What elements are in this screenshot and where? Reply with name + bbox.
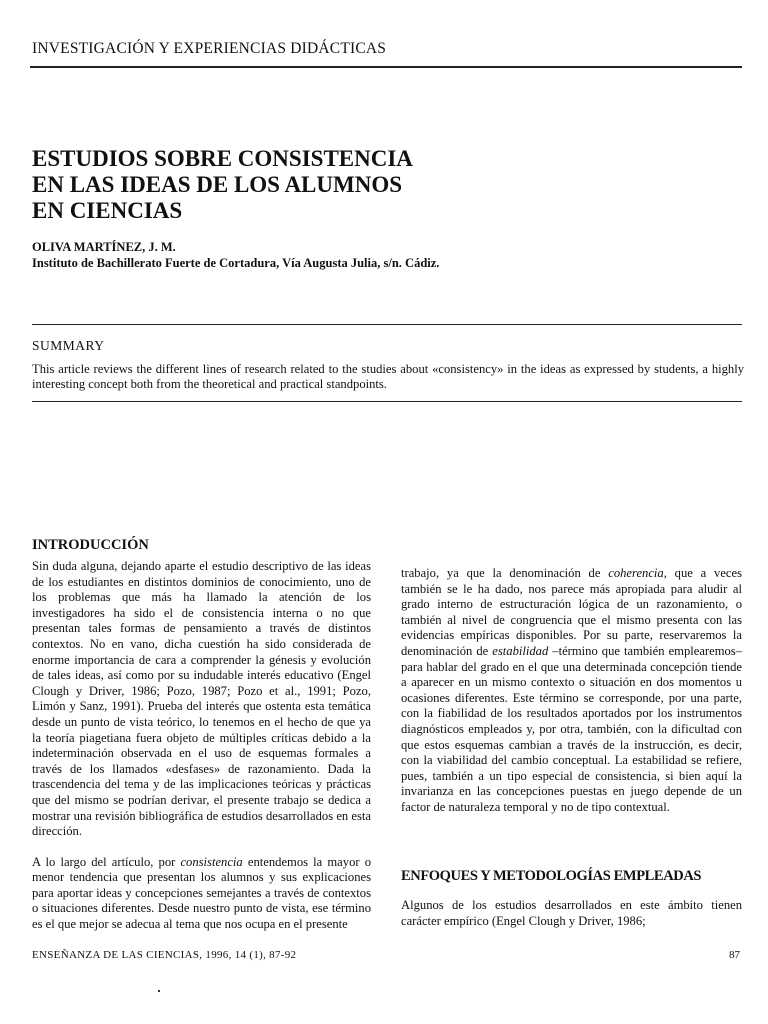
scan-speck <box>158 990 160 992</box>
right-paragraph-1 <box>401 566 742 816</box>
summary-top-rule <box>32 324 742 325</box>
intro-paragraph-1: Sin duda alguna, dejando aparte el estudio descriptivo de las ideas de los estudiantes en distintos dominios de conocimiento, uno de los problemas que más ha llamado la atención de los investigadores ha sido el de consistencia interna o no que presentan tales formas de pensamiento a través de distintos contextos. No en vano, dicha cuestión ha sido considerada de enorme importancia de cara a comprender la génesis y evolución de tales ideas, así como por su indudable interés educativo (Engel Clough y Driver, 1986; Pozo, 1987; Pozo et al., 1991; Pozo, Limón y Sanz, 1991). Prueba del interés que ostenta esta temática desde un punto de vista teórico, lo tenemos en el hecho de que ya la teoría piagetiana fuera objeto de múltiples críticas debido a la indeterminación observada en el uso de esquemas formales a través de los llamados «desfases» de razonamiento. Dada la trascendencia del tema y de las implicaciones teóricas y prácticas que del mismo se podrían derivar, el presente trabajo se dedica a mostrar una revisión bibliográfica de estudios desarrollados en esta dirección. <box>32 559 371 839</box>
right-p1-middle: , que a veces también se le ha dado, nos parece más apropiada para aludir al grado interno de estructuración lógica de un razonamiento, o también al nivel de congruencia que el mismo presenta con las evidencias empíricas disponibles. Por su parte, reservaremos la denominación de <box>401 566 742 658</box>
left-column <box>32 559 371 933</box>
summary-bottom-rule <box>32 401 742 402</box>
summary-label: SUMMARY <box>32 338 105 353</box>
author-affiliation: Instituto de Bachillerato Fuerte de Cortadura, Vía Augusta Julia, s/n. Cádiz. <box>32 256 440 270</box>
footer-journal: ENSEÑANZA DE LAS CIENCIAS, 1996, 14 (1), 87-92 <box>32 949 297 961</box>
author-block <box>32 239 439 271</box>
right-column <box>401 566 742 816</box>
intro-paragraph-2 <box>32 855 371 933</box>
term-estabilidad: estabilidad <box>492 643 549 658</box>
section-heading-enfoques: ENFOQUES Y METODOLOGÍAS EMPLEADAS <box>401 868 702 884</box>
section-heading-introduccion: INTRODUCCIÓN <box>32 537 149 553</box>
intro-p2-start: A lo largo del artículo, por <box>32 854 181 869</box>
right-column-continued <box>401 898 742 929</box>
title-line-2: EN LAS IDEAS DE LOS ALUMNOS <box>32 172 403 197</box>
right-p1-start: trabajo, ya que la denominación de <box>401 566 609 580</box>
term-consistencia: consistencia <box>180 854 243 869</box>
running-head: INVESTIGACIÓN Y EXPERIENCIAS DIDÁCTICAS <box>32 40 387 57</box>
author-name: OLIVA MARTÍNEZ, J. M. <box>32 240 176 254</box>
header-rule <box>30 66 742 68</box>
enfoques-paragraph-1: Algunos de los estudios desarrollados en este ámbito tienen carácter empírico (Engel Clough y Driver, 1986; <box>401 898 742 928</box>
footer-page-number: 87 <box>729 949 740 961</box>
summary-text: This article reviews the different lines of research related to the studies about «consistency» in the ideas as expressed by students, a highly interesting concept both from the theoretical and practical standpoints. <box>32 362 744 391</box>
right-p1-end: –término que también emplearemos– para hablar del grado en el que una determinada concepción tiende a aparecer en un mismo contexto o situación en dos momentos u ocasiones diferentes. Este término se corresponde, por una parte, con la fiabilidad de los resultados aportados por los instrumentos diagnósticos empleados y, por otra, también, con la dificultad con que estos esquemas cambian a través de la instrucción, es decir, con la viabilidad del cambio conceptual. La estabilidad se refiere, pues, también a un tipo especial de consistencia, si bien aquí la invarianza en las concepciones puestas en juego depende de un factor de naturaleza temporal y no de tipo contextual. <box>401 643 743 814</box>
title-line-1: ESTUDIOS SOBRE CONSISTENCIA <box>32 146 413 171</box>
title-line-3: EN CIENCIAS <box>32 198 183 223</box>
intro-p2-rest: entendemos la mayor o menor tendencia que presentan los alumnos y sus explicaciones para aportar ideas y concepciones semejantes a través de contextos o situaciones diferentes. Desde nuestro punto de vista, ese término es el que mejor se adecua al tema que nos ocupa en el presente <box>32 854 371 932</box>
term-coherencia: coherencia <box>608 566 664 580</box>
article-title <box>32 146 552 224</box>
